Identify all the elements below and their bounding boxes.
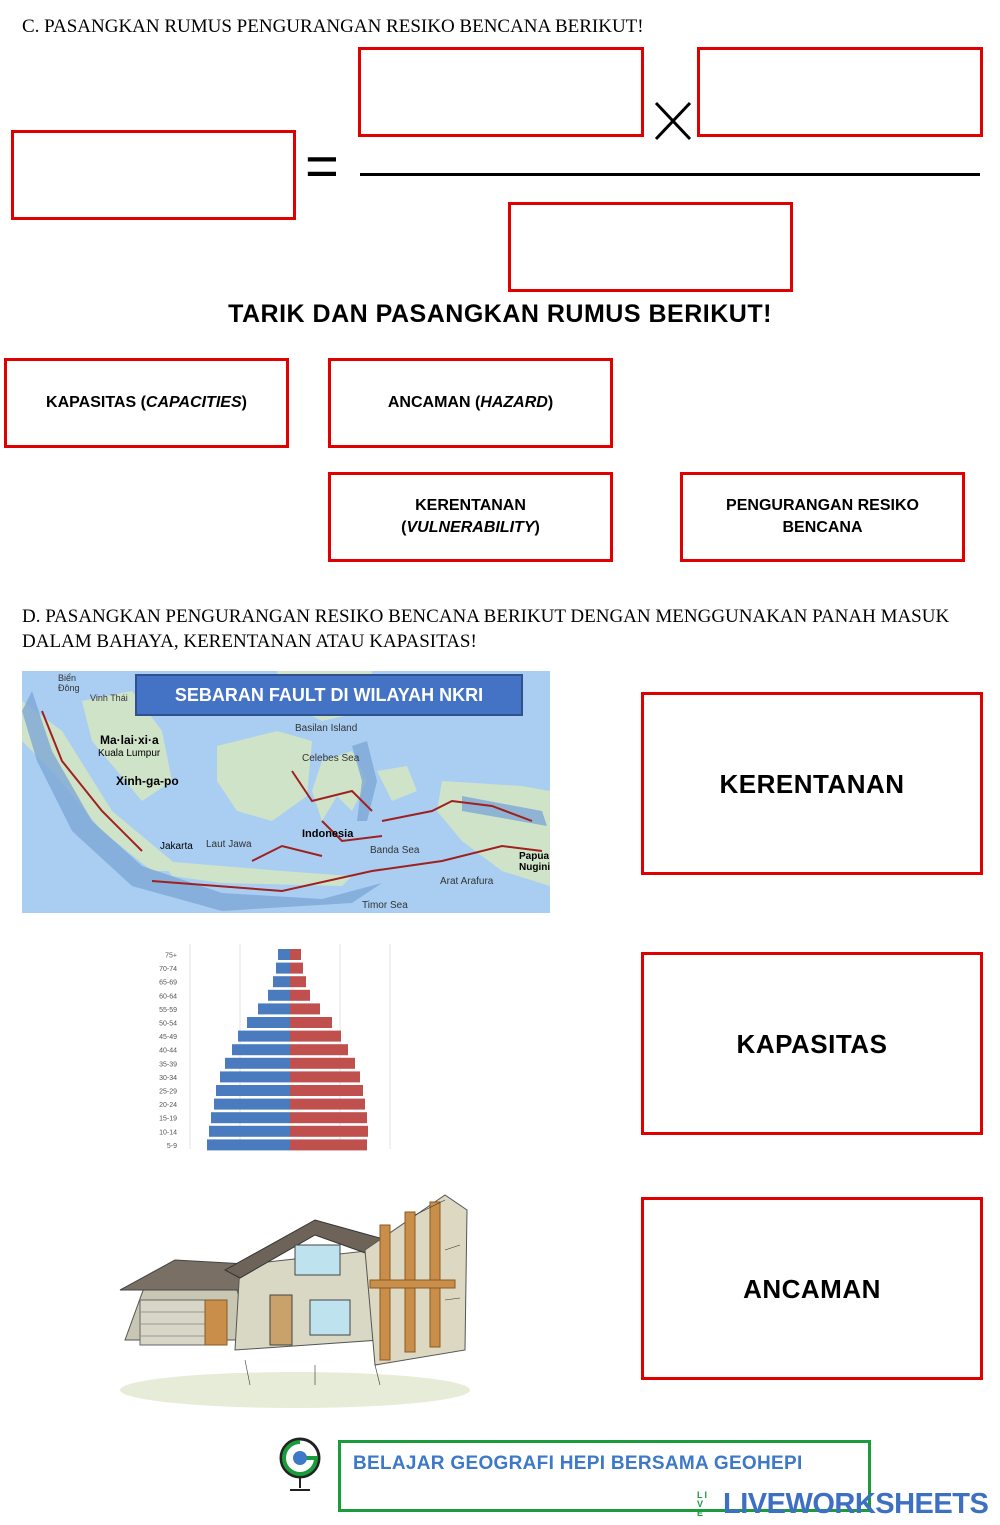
pyramid-bar-male bbox=[247, 1017, 290, 1028]
map-label-java-sea: Laut Jawa bbox=[206, 839, 252, 850]
card-hazard-label: ANCAMAN ( bbox=[387, 394, 481, 411]
multiply-sign bbox=[650, 95, 696, 147]
pyramid-bar-male bbox=[238, 1031, 290, 1042]
pyramid-bar-male bbox=[225, 1058, 290, 1069]
pyramid-bar-female bbox=[290, 1031, 341, 1042]
pyramid-bar-female bbox=[290, 1017, 332, 1028]
card-vulnerability-close: ) bbox=[534, 519, 540, 536]
card-vulnerability[interactable] bbox=[328, 472, 613, 562]
pyramid-bar-female bbox=[290, 1139, 367, 1150]
pyramid-age-label: 15-19 bbox=[159, 1115, 177, 1123]
card-capacities-paren: ) bbox=[241, 394, 247, 411]
pyramid-bar-female bbox=[290, 1071, 360, 1082]
card-capacities-english: CAPACITIES bbox=[145, 394, 242, 411]
section-c-heading: C. PASANGKAN RUMUS PENGURANGAN RESIKO BENCANA BERIKUT! bbox=[22, 16, 644, 37]
drop-zone-numerator-right[interactable] bbox=[697, 47, 983, 137]
population-pyramid-image bbox=[150, 944, 410, 1154]
earthquake-resistant-house-image bbox=[115, 1190, 475, 1415]
card-hazard-english: HAZARD bbox=[480, 394, 548, 411]
fault-map-image bbox=[22, 671, 550, 913]
pyramid-bar-female bbox=[290, 963, 303, 974]
geohepi-logo-icon bbox=[276, 1436, 326, 1496]
map-label-banda: Banda Sea bbox=[370, 845, 420, 856]
liveworksheets-badge-text: LIVE bbox=[697, 1490, 709, 1518]
population-pyramid-chart bbox=[150, 944, 410, 1154]
map-label-papua: Papua Nugini bbox=[519, 851, 550, 873]
house-illustration bbox=[115, 1190, 475, 1415]
card-hazard[interactable] bbox=[328, 358, 613, 448]
pyramid-bar-male bbox=[209, 1126, 290, 1137]
card-vulnerability-open: ( bbox=[401, 519, 407, 536]
pyramid-age-label: 5-9 bbox=[166, 1142, 177, 1150]
drop-zone-denominator[interactable] bbox=[508, 202, 793, 292]
card-risk-reduction[interactable] bbox=[680, 472, 965, 562]
card-capacities-label: KAPASITAS ( bbox=[46, 394, 146, 411]
map-label-singapore: Xinh-ga-po bbox=[116, 774, 179, 788]
answer-card-vulnerability[interactable]: KERENTANAN bbox=[641, 692, 983, 875]
pyramid-bar-female bbox=[290, 1085, 363, 1096]
card-risk-reduction-line2: BENCANA bbox=[782, 519, 863, 536]
pyramid-bar-female bbox=[290, 1003, 320, 1014]
pyramid-bar-male bbox=[220, 1071, 290, 1082]
pyramid-age-label: 35-39 bbox=[159, 1061, 177, 1069]
pyramid-bar-male bbox=[278, 949, 290, 960]
pyramid-bar-female bbox=[290, 1058, 355, 1069]
liveworksheets-text: LIVEWORKSHEETS bbox=[723, 1488, 989, 1520]
pyramid-age-label: 10-14 bbox=[159, 1129, 177, 1137]
map-label-vinh-thai: Vinh Thái bbox=[90, 693, 128, 703]
card-risk-reduction-line1: PENGURANGAN RESIKO bbox=[726, 497, 919, 514]
pyramid-bar-female bbox=[290, 1099, 365, 1110]
map-label-jakarta: Jakarta bbox=[160, 841, 193, 852]
card-vulnerability-label: KERENTANAN bbox=[415, 497, 526, 514]
pyramid-age-label: 30-34 bbox=[159, 1074, 177, 1082]
pyramid-bar-male bbox=[268, 990, 290, 1001]
pyramid-age-label: 50-54 bbox=[159, 1020, 177, 1028]
pyramid-age-label: 25-29 bbox=[159, 1088, 177, 1096]
drag-instruction: TARIK DAN PASANGKAN RUMUS BERIKUT! bbox=[228, 300, 772, 328]
equals-sign: = bbox=[305, 134, 339, 199]
pyramid-age-label: 55-59 bbox=[159, 1006, 177, 1014]
pyramid-age-label: 40-44 bbox=[159, 1047, 177, 1055]
pyramid-bar-female bbox=[290, 990, 310, 1001]
pyramid-bar-male bbox=[276, 963, 290, 974]
map-label-basilan: Basilan Island bbox=[295, 723, 358, 734]
map-label-indonesia: Indonesia bbox=[302, 828, 354, 840]
card-capacities[interactable] bbox=[4, 358, 289, 448]
pyramid-age-label: 45-49 bbox=[159, 1034, 177, 1042]
pyramid-age-label: 65-69 bbox=[159, 979, 177, 987]
pyramid-bar-male bbox=[207, 1139, 290, 1150]
pyramid-bar-male bbox=[211, 1112, 290, 1123]
map-label-timor: Timor Sea bbox=[362, 900, 408, 911]
pyramid-bar-male bbox=[214, 1099, 290, 1110]
map-label-arafura: Arat Arafura bbox=[440, 876, 494, 887]
card-hazard-paren: ) bbox=[547, 394, 554, 411]
pyramid-bar-female bbox=[290, 1112, 367, 1123]
pyramid-bar-male bbox=[273, 976, 290, 987]
answer-card-capacity[interactable]: KAPASITAS bbox=[641, 952, 983, 1135]
map-label-celebes: Celebes Sea bbox=[302, 753, 360, 764]
pyramid-bar-female bbox=[290, 949, 301, 960]
map-label-bien-dong: Biển Đông bbox=[58, 673, 80, 693]
pyramid-age-label: 70-74 bbox=[159, 966, 177, 974]
pyramid-bar-male bbox=[216, 1085, 290, 1096]
liveworksheets-watermark bbox=[697, 1488, 988, 1521]
map-label-malaysia: Ma·lai·xi·a bbox=[100, 733, 159, 747]
section-d-heading: D. PASANGKAN PENGURANGAN RESIKO BENCANA BERIKUT DENGAN MENGGUNAKAN PANAH MASUK DALAM BAHAYA, KERENTANAN ATAU KAPASITAS! bbox=[22, 606, 950, 652]
map-title-banner: SEBARAN FAULT DI WILAYAH NKRI bbox=[135, 674, 523, 716]
pyramid-bar-male bbox=[258, 1003, 290, 1014]
fraction-line bbox=[360, 173, 980, 176]
pyramid-age-label: 20-24 bbox=[159, 1102, 177, 1110]
drop-zone-result[interactable] bbox=[11, 130, 296, 220]
pyramid-bar-male bbox=[232, 1044, 290, 1055]
pyramid-bar-female bbox=[290, 1126, 368, 1137]
pyramid-age-label: 60-64 bbox=[159, 993, 177, 1001]
footer-banner-text: BELAJAR GEOGRAFI HEPI BERSAMA GEOHEPI bbox=[353, 1453, 803, 1474]
pyramid-bar-female bbox=[290, 976, 306, 987]
pyramid-age-label: 75+ bbox=[165, 952, 177, 960]
drop-zone-numerator-left[interactable] bbox=[358, 47, 644, 137]
card-vulnerability-english: VULNERABILITY bbox=[406, 519, 535, 536]
answer-card-hazard[interactable]: ANCAMAN bbox=[641, 1197, 983, 1380]
pyramid-bar-female bbox=[290, 1044, 348, 1055]
liveworksheets-badge bbox=[697, 1490, 721, 1520]
map-label-kuala-lumpur: Kuala Lumpur bbox=[98, 748, 161, 759]
